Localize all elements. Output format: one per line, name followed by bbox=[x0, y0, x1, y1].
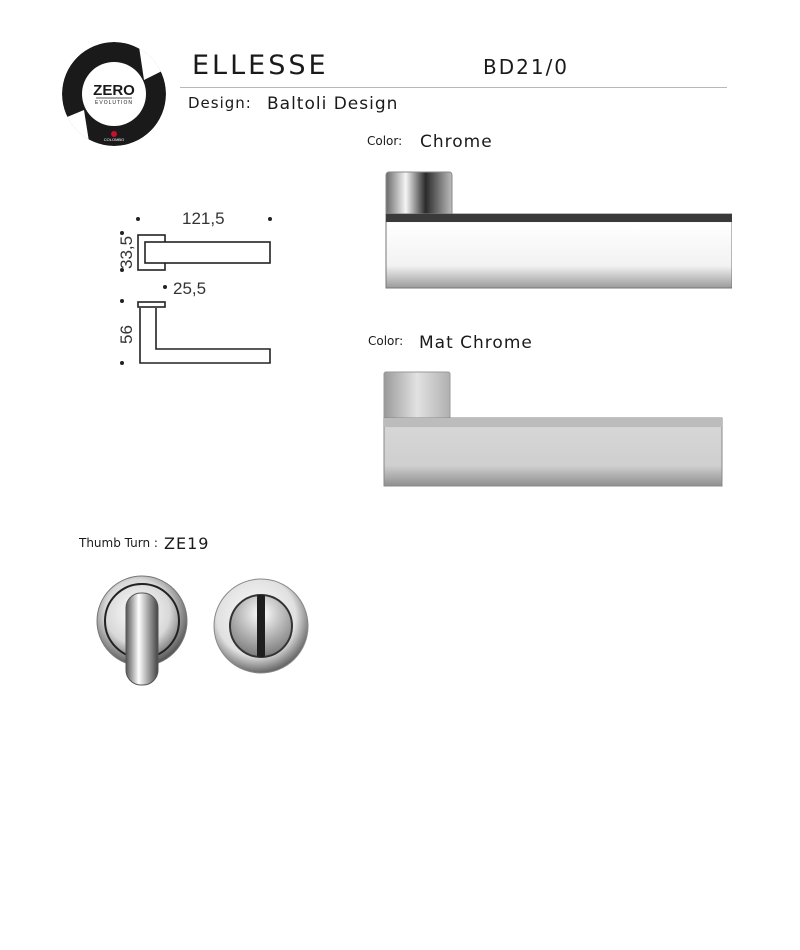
product-code: BD21/0 bbox=[483, 55, 570, 79]
thumb-turn-knob-image bbox=[92, 575, 192, 687]
dim-projection-top: 25,5 bbox=[173, 279, 207, 298]
emergency-release-image bbox=[210, 575, 312, 677]
design-label: Design: bbox=[188, 94, 252, 112]
logo-subtitle: EVOLUTION bbox=[95, 100, 133, 106]
logo-wordmark: ZERO bbox=[93, 82, 135, 99]
finish-label-mat-chrome: Color: bbox=[368, 334, 404, 348]
logo-maker: COLOMBO bbox=[103, 137, 125, 142]
header-divider bbox=[180, 87, 727, 88]
finish-value-chrome: Chrome bbox=[420, 132, 493, 152]
thumb-turn-label: Thumb Turn : bbox=[79, 536, 158, 550]
handle-image-mat-chrome bbox=[380, 368, 732, 492]
finish-label-chrome: Color: bbox=[367, 134, 403, 148]
designer-name: Baltoli Design bbox=[267, 94, 399, 114]
dim-length: 121,5 bbox=[182, 209, 225, 228]
product-title: ELLESSE bbox=[192, 50, 329, 81]
zero-evolution-logo bbox=[60, 40, 168, 148]
finish-value-mat-chrome: Mat Chrome bbox=[419, 333, 533, 353]
dim-rose-height: 33,5 bbox=[117, 235, 136, 269]
handle-image-chrome bbox=[380, 168, 732, 292]
thumb-turn-code: ZE19 bbox=[164, 534, 210, 553]
technical-drawing bbox=[100, 195, 290, 375]
dim-projection: 56 bbox=[117, 325, 136, 344]
